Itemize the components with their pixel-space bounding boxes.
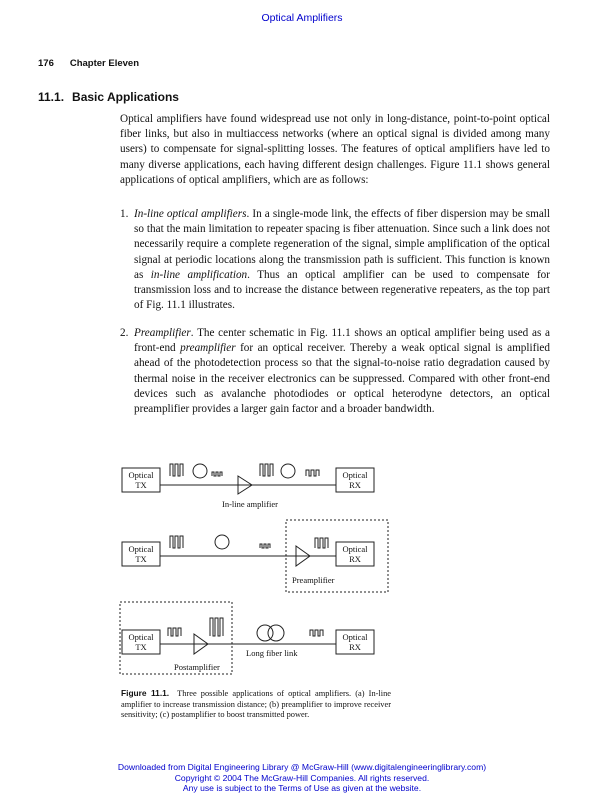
list-item-emphasis: in-line amplification xyxy=(150,268,248,281)
figure-caption xyxy=(121,688,391,721)
amplified-pulses xyxy=(210,618,223,636)
caption-text: Three possible applications of optical amplifiers. (a) In-line amplifier to increase transmission distance; (b) preamplifier to improve receiver sensitivity; (c) postamplifier to boost transmitted power. xyxy=(121,689,391,719)
intro-paragraph: Optical amplifiers have found widespread use not only in long-distance, point-to-point optical fiber links, but also in multiaccess networks (where an optical signal is divided among many users) to compensate for signal-splitting losses. The features of optical amplifiers have led to many diverse applications, each having different design challenges. Figure 11.1 shows general applications of optical amplifiers, which are as follows: xyxy=(120,113,550,186)
caption-label: Figure 11.1. xyxy=(121,688,170,698)
tx-label: Optical xyxy=(128,632,154,642)
pulse-train xyxy=(168,628,181,636)
running-head-link[interactable]: Optical Amplifiers xyxy=(261,12,343,24)
amplified-pulses xyxy=(260,464,273,476)
tx-label: Optical xyxy=(128,470,154,480)
list-item-preamplifier xyxy=(120,326,550,417)
list-item-number: 1. xyxy=(120,208,129,220)
long-fiber-link-label: Long fiber link xyxy=(246,648,298,658)
pulse-spread xyxy=(193,464,207,478)
inline-amplifier-label: In-line amplifier xyxy=(222,499,278,509)
amplified-pulses xyxy=(315,538,328,548)
postamplifier-label: Postamplifier xyxy=(174,662,220,672)
list-item-number: 2. xyxy=(120,327,129,339)
pulse-spread xyxy=(215,535,229,549)
page-header xyxy=(38,58,139,69)
list-item-text: for an optical receiver. Thereby a weak optical signal is amplified ahead of the photodetection process so that the signal-to-noise ratio degradation caused by thermal noise in the receiver electronics can be suppressed. Compared with other front-end devices such as avalanche photodiodes or optical heterodyne detectors, an optical preamplifier provides a larger gain factor and a broader bandwidth. xyxy=(134,342,550,416)
rx-label: RX xyxy=(349,554,361,564)
list-item-text: . Thus an optical amplifier can be used to compensate for transmission loss and to increase the distance between regenerative repeaters, as the top part of Fig. 11.1 illustrates. xyxy=(134,268,550,312)
footer-terms[interactable]: Any use is subject to the Terms of Use as given at the website. xyxy=(182,783,422,794)
rx-label: RX xyxy=(349,642,361,652)
rx-label: Optical xyxy=(342,470,368,480)
page-footer xyxy=(0,762,604,794)
list-item-term: Preamplifier xyxy=(134,327,191,339)
list-item-inline-amplifiers xyxy=(120,207,550,313)
rx-label: RX xyxy=(349,480,361,490)
pulse-spread xyxy=(281,464,295,478)
figure-11-1 xyxy=(110,448,400,688)
chapter-title: Chapter Eleven xyxy=(69,58,140,69)
list-item-emphasis: preamplifier xyxy=(180,342,236,355)
tx-label: TX xyxy=(135,642,147,652)
received-pulses xyxy=(306,470,319,476)
page-number: 176 xyxy=(38,58,54,69)
footer-download-link[interactable]: Downloaded from Digital Engineering Library @ McGraw-Hill (www.digitalengineeringlibrary.com) xyxy=(117,762,487,772)
received-pulses xyxy=(310,630,323,636)
section-title: Basic Applications xyxy=(72,90,179,104)
tx-label: TX xyxy=(135,480,147,490)
tx-label: Optical xyxy=(128,544,154,554)
tx-label: TX xyxy=(135,554,147,564)
section-number: 11.1. xyxy=(38,90,65,104)
rx-label: Optical xyxy=(342,632,368,642)
pulse-train xyxy=(170,464,183,476)
preamplifier-label: Preamplifier xyxy=(292,575,335,585)
list-item-text: . The center schematic in Fig. 11.1 shows an optical amplifier being used as a front-end xyxy=(134,327,550,355)
amplifier-applications-diagram xyxy=(110,448,400,688)
list-item-text: . In a single-mode link, the effects of fiber dispersion may be small so that the main limitation to repeater spacing is fiber attenuation. Since such a link does not necessarily require a complete regeneration of the signal, simple amplification of the optical signal at periodic locations along the transmission path is sufficient. This function is known as xyxy=(134,208,550,281)
list-item-term: In-line optical amplifiers xyxy=(134,208,247,220)
rx-label: Optical xyxy=(342,544,368,554)
footer-copyright[interactable]: Copyright © 2004 The McGraw-Hill Companies. All rights reserved. xyxy=(174,772,430,783)
weak-pulses xyxy=(260,544,270,548)
weak-pulses xyxy=(212,472,222,476)
pulse-train xyxy=(170,536,183,548)
section-heading xyxy=(38,90,179,104)
fiber-spool-right xyxy=(268,625,284,641)
